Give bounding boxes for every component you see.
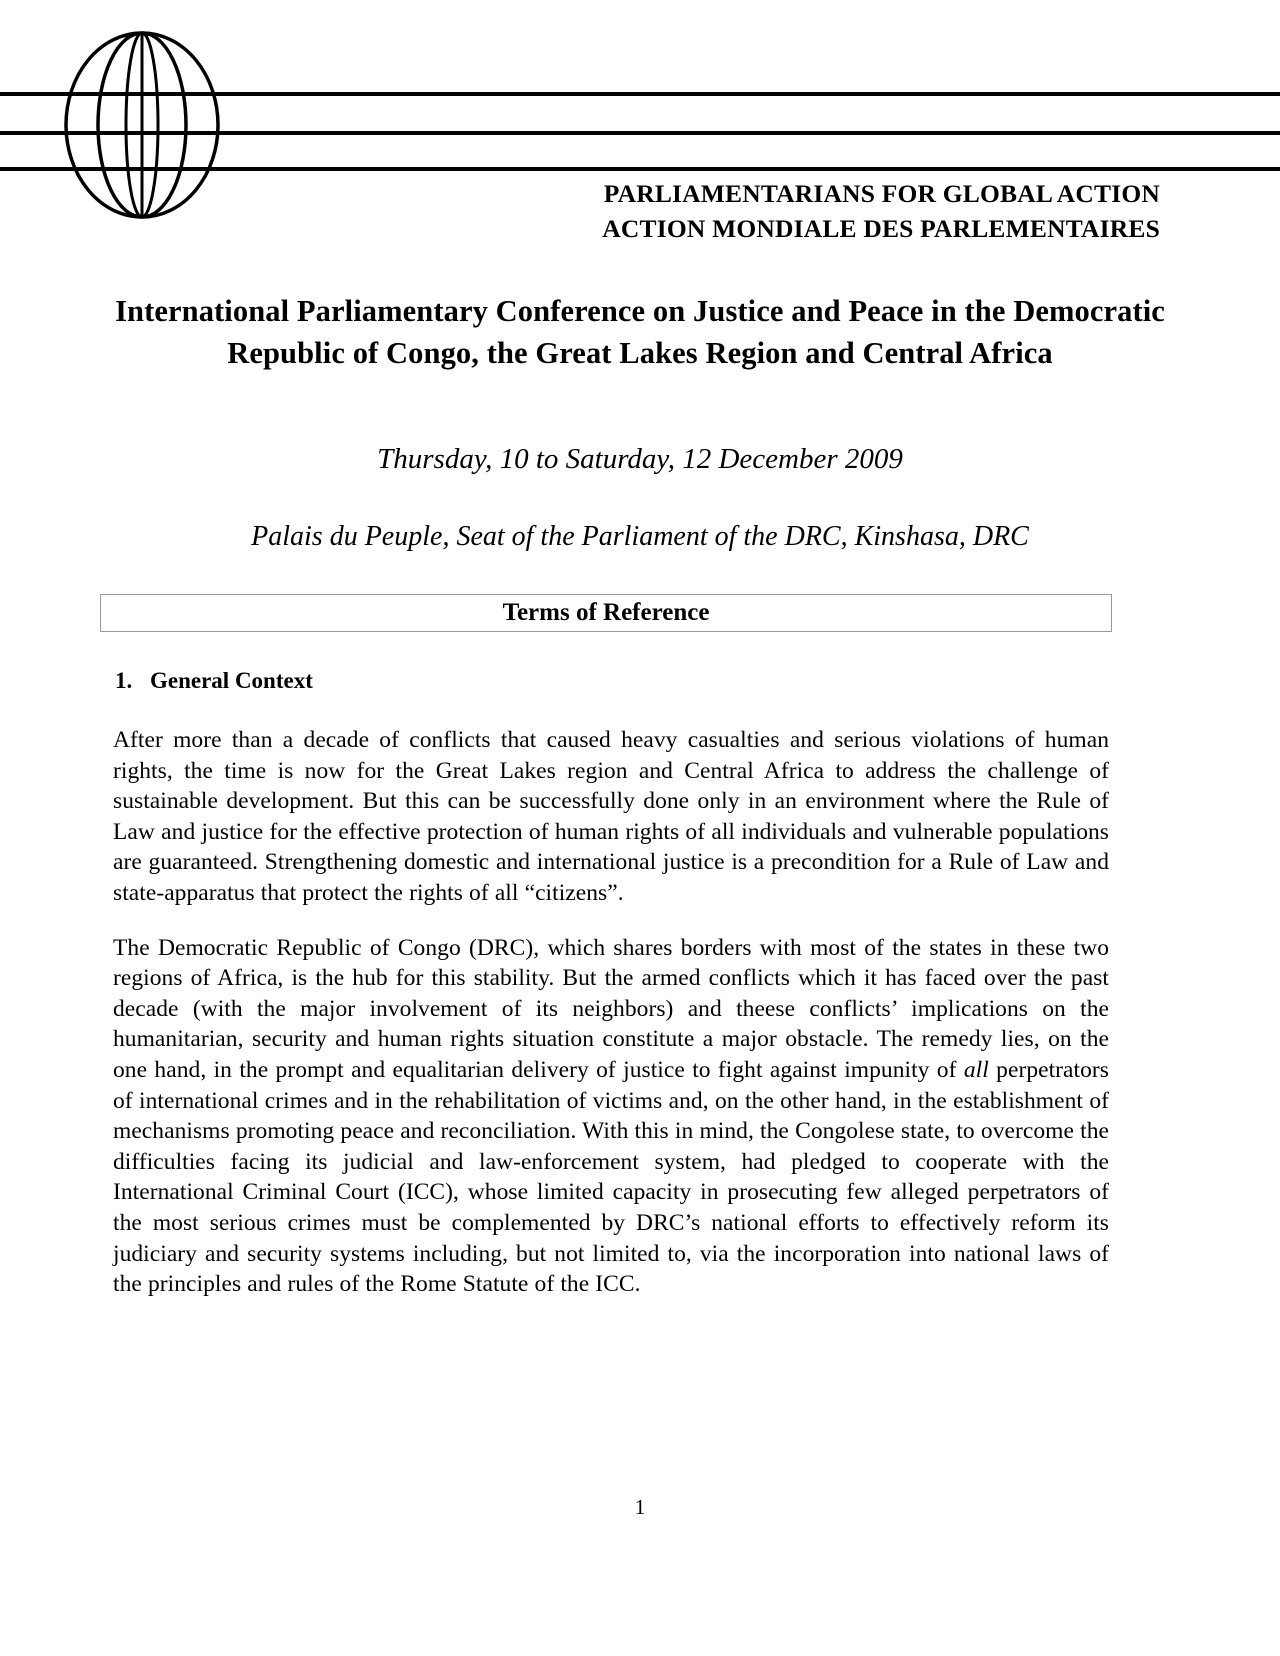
paragraph-2 [113, 933, 1109, 1300]
section-title: General Context [150, 668, 313, 693]
section-heading-general-context [115, 665, 1115, 697]
page-number: 1 [634, 1495, 646, 1519]
paragraph-1: After more than a decade of conflicts that caused heavy casualties and serious violations of human rights, the time is now for the Great Lakes region and Central Africa to address the challenge of sustainable development. But this can be successfully done only in an environment where the Rule of Law and justice for the effective protection of human rights of all individuals and vulnerable populations are guaranteed. Strengthening domestic and international justice is a precondition for a Rule of Law and state-apparatus that protect the rights of all “citizens”. [113, 727, 1109, 906]
org-name-english: PARLIAMENTARIANS FOR GLOBAL ACTION [603, 179, 1160, 208]
org-name-french: ACTION MONDIALE DES PARLEMENTAIRES [602, 214, 1160, 243]
paragraph-2-emphasis: all [963, 1056, 989, 1083]
conference-title: International Parliamentary Conference on Justice and Peace in the Democratic Republic of Congo, the Great Lakes Region and Central Africa [115, 294, 1165, 370]
body-text [113, 725, 1109, 1300]
terms-of-reference-box [100, 594, 1112, 632]
paragraph-2-part-2: perpetrators of international crimes and in the rehabilitation of victims and, on the other hand, in the establishment of mechanisms promoting peace and reconciliation. With this in mind, the Congolese state, to overcome the difficulties facing its judicial and law-enforcement system, had pledged to cooperate with the International Criminal Court (ICC), whose limited capacity in prosecuting few alleged perpetrators of the most serious crimes must be complemented by DRC’s national efforts to effectively reform its judiciary and security systems including, but not limited to, via the incorporation into national laws of the principles and rules of the Rome Statute of the ICC. [113, 1056, 1109, 1298]
paragraph-2-part-1: The Democratic Republic of Congo (DRC), which shares borders with most of the states in these two regions of Africa, is the hub for this stability. But the armed conflicts which it has faced over the past decade (with the major involvement of its neighbors) and theese conflicts’ implications on the humanitarian, security and human rights situation constitute a major obstacle. The remedy lies, on the one hand, in the prompt and equalitarian delivery of justice to fight against impunity of [113, 934, 1109, 1083]
letterhead [0, 0, 1280, 262]
conference-venue: Palais du Peuple, Seat of the Parliament of the DRC, Kinshasa, DRC [251, 521, 1029, 552]
organization-names [430, 176, 1160, 246]
conference-dates: Thursday, 10 to Saturday, 12 December 2009 [377, 443, 903, 475]
section-number: 1. [115, 668, 133, 693]
terms-of-reference-label: Terms of Reference [502, 599, 710, 626]
globe-icon [62, 30, 222, 220]
